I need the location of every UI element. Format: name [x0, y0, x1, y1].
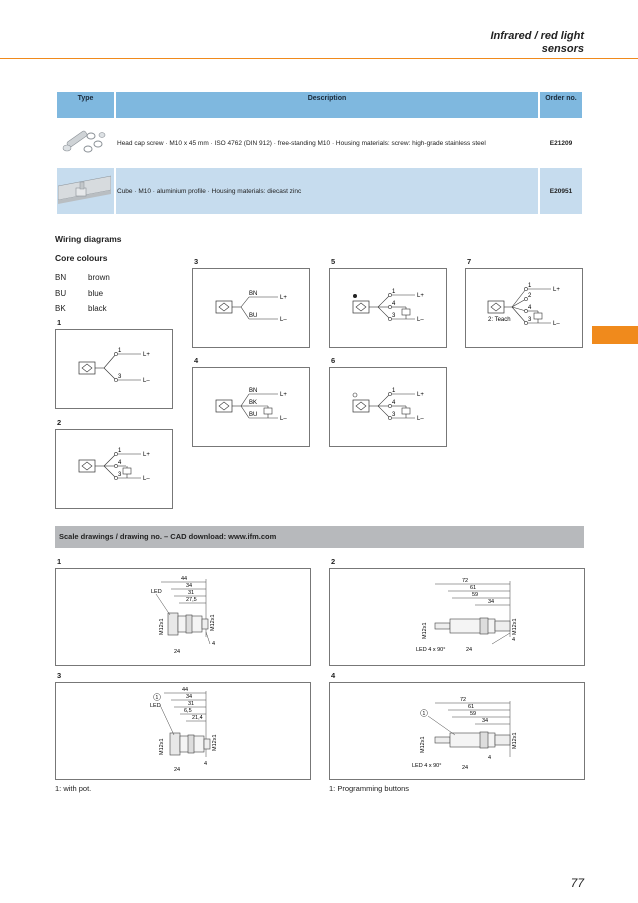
pin-label: 2 [528, 293, 532, 299]
supply-label: L+ [417, 293, 424, 299]
diagram-number: 5 [331, 257, 336, 266]
thread-label-2: M12x1 [512, 732, 518, 749]
page-header-title [490, 30, 584, 56]
dim-label: 34 [186, 694, 193, 700]
core-item: BK black [55, 304, 107, 313]
core-colours-title: Core colours [55, 253, 108, 263]
teach-label: 2: Teach [488, 317, 511, 323]
diagram-number: 6 [331, 356, 336, 365]
supply-label: L+ [143, 452, 150, 458]
product-image-cube [57, 168, 114, 214]
footnote-left: 1: with pot. [55, 784, 92, 793]
pin-label: 1 [392, 388, 396, 394]
dim-label: 34 [482, 718, 489, 724]
table-header-row [57, 92, 582, 118]
thread-label: M12x1 [420, 736, 426, 753]
wiring-diagram-5 [329, 268, 447, 348]
led-label: LED [151, 589, 162, 595]
supply-label: L– [417, 317, 424, 323]
scale-drawing-1 [55, 568, 311, 666]
pin-label: 1 [118, 448, 122, 454]
supply-label: L– [417, 416, 424, 422]
accessory-table [55, 90, 584, 216]
core-item: BN brown [55, 273, 110, 282]
header-title-line2: sensors [541, 43, 584, 55]
col-description: Description [116, 92, 538, 118]
thread-label: M12x1 [422, 622, 428, 639]
dim-label: 61 [468, 704, 475, 710]
dim-label: 61 [470, 585, 477, 591]
row-order-number: E20951 [540, 168, 582, 214]
scale-drawing-3 [329, 568, 585, 666]
pin-label: 3 [118, 374, 122, 380]
supply-label: L– [280, 317, 287, 323]
wiring-diagram-6 [329, 367, 447, 447]
header-title-line1: Infrared / red light [490, 30, 584, 42]
scale-drawing-4 [329, 682, 585, 780]
led-label: LED 4 x 90° [412, 763, 442, 769]
page-number: 77 [570, 876, 584, 890]
dim-label: 44 [182, 687, 189, 693]
supply-label: L+ [280, 295, 287, 301]
pin-label: 4 [392, 301, 396, 307]
pin-label: 4 [118, 460, 122, 466]
header-rule [0, 58, 638, 59]
pin-label: 1 [528, 283, 532, 289]
supply-label: L– [553, 321, 560, 327]
wiring-diagrams-title: Wiring diagrams [55, 234, 122, 244]
led-label: LED [150, 703, 161, 709]
drawing-number: 1 [57, 557, 62, 566]
diagram-number: 7 [467, 257, 472, 266]
row-order-number: E21209 [540, 120, 582, 166]
wrench-size-label: 24 [174, 767, 181, 773]
dim-label: 4 [488, 755, 492, 761]
scale-drawings-header: Scale drawings / drawing no. – CAD download: www.ifm.com [55, 526, 584, 548]
pin-label: 3 [392, 412, 396, 418]
supply-label: L+ [280, 392, 287, 398]
wire-label: BN [249, 291, 258, 297]
row-description: Head cap screw · M10 x 45 mm · ISO 4762 (DIN 912) · free-standing M10 · Housing materials: screw: high-grade stainless steel [116, 120, 538, 166]
dim-label: 72 [460, 697, 467, 703]
wiring-diagram-7 [465, 268, 583, 348]
dim-label: 59 [470, 711, 477, 717]
pin-label: 3 [528, 317, 532, 323]
core-colours-list [55, 270, 110, 317]
wire-label: BK [249, 400, 258, 406]
dim-label: 4 [212, 641, 216, 647]
dim-label: 6,5 [184, 708, 192, 714]
supply-label: L– [143, 476, 150, 482]
col-type: Type [57, 92, 114, 118]
dim-label: 21,4 [192, 715, 203, 721]
dim-label: 59 [472, 592, 479, 598]
supply-label: L+ [417, 392, 424, 398]
wiring-diagram-1 [55, 329, 173, 409]
thread-label-2: M12x1 [212, 734, 218, 751]
dim-label: 31 [188, 590, 195, 596]
product-image-screw [57, 120, 114, 166]
core-item: BU blue [55, 288, 104, 298]
drawing-number: 4 [331, 671, 336, 680]
wrench-size-label: 24 [174, 649, 181, 655]
chapter-tab [592, 326, 638, 344]
wire-label: BU [249, 412, 258, 418]
led-label: LED 4 x 90° [416, 647, 446, 653]
dim-label: 34 [186, 583, 193, 589]
pin-label: 3 [392, 313, 396, 319]
wire-label: BU [249, 313, 258, 319]
drawing-number: 2 [331, 557, 336, 566]
scale-drawing-2 [55, 682, 311, 780]
open-dot-icon [353, 393, 357, 397]
dim-label: 34 [488, 599, 495, 605]
dim-label: 4 [204, 761, 208, 767]
footnote-right: 1: Programming buttons [329, 784, 410, 793]
diagram-number: 2 [57, 418, 62, 427]
thread-label-2: M12x1 [512, 618, 518, 635]
wiring-diagram-2 [55, 429, 173, 509]
dim-label: 72 [462, 578, 469, 584]
thread-label: M12x1 [159, 738, 165, 755]
supply-label: L– [280, 416, 287, 422]
drawing-number: 3 [57, 671, 62, 680]
supply-label: L+ [553, 287, 560, 293]
supply-label: L+ [143, 352, 150, 358]
pin-label: 1 [118, 348, 122, 354]
wire-label: BN [249, 388, 258, 394]
filled-dot-icon [353, 294, 357, 298]
wiring-diagram-3 [192, 268, 310, 348]
pin-label: 4 [392, 400, 396, 406]
thread-label-2: M12x1 [210, 614, 216, 631]
thread-label: M12x1 [159, 618, 165, 635]
col-order: Order no. [540, 92, 582, 118]
supply-label: L– [143, 378, 150, 384]
pin-label: 3 [118, 472, 122, 478]
wrench-size-label: 24 [466, 647, 473, 653]
diagram-number: 1 [57, 318, 62, 327]
dim-label: 27,5 [186, 597, 197, 603]
pin-label: 1 [392, 289, 396, 295]
diagram-number: 3 [194, 257, 199, 266]
table-row [57, 168, 582, 214]
row-description: Cube · M10 · aluminium profile · Housing materials: diecast zinc [116, 168, 538, 214]
table-row [57, 120, 582, 166]
pin-label: 4 [528, 305, 532, 311]
dim-label: 44 [181, 576, 188, 582]
diagram-number: 4 [194, 356, 199, 365]
wiring-diagram-4 [192, 367, 310, 447]
callout-number: 1 [155, 695, 159, 701]
dim-label: 4 [512, 637, 516, 643]
wrench-size-label: 24 [462, 765, 469, 771]
callout-number: 1 [422, 711, 426, 717]
dim-label: 31 [188, 701, 195, 707]
